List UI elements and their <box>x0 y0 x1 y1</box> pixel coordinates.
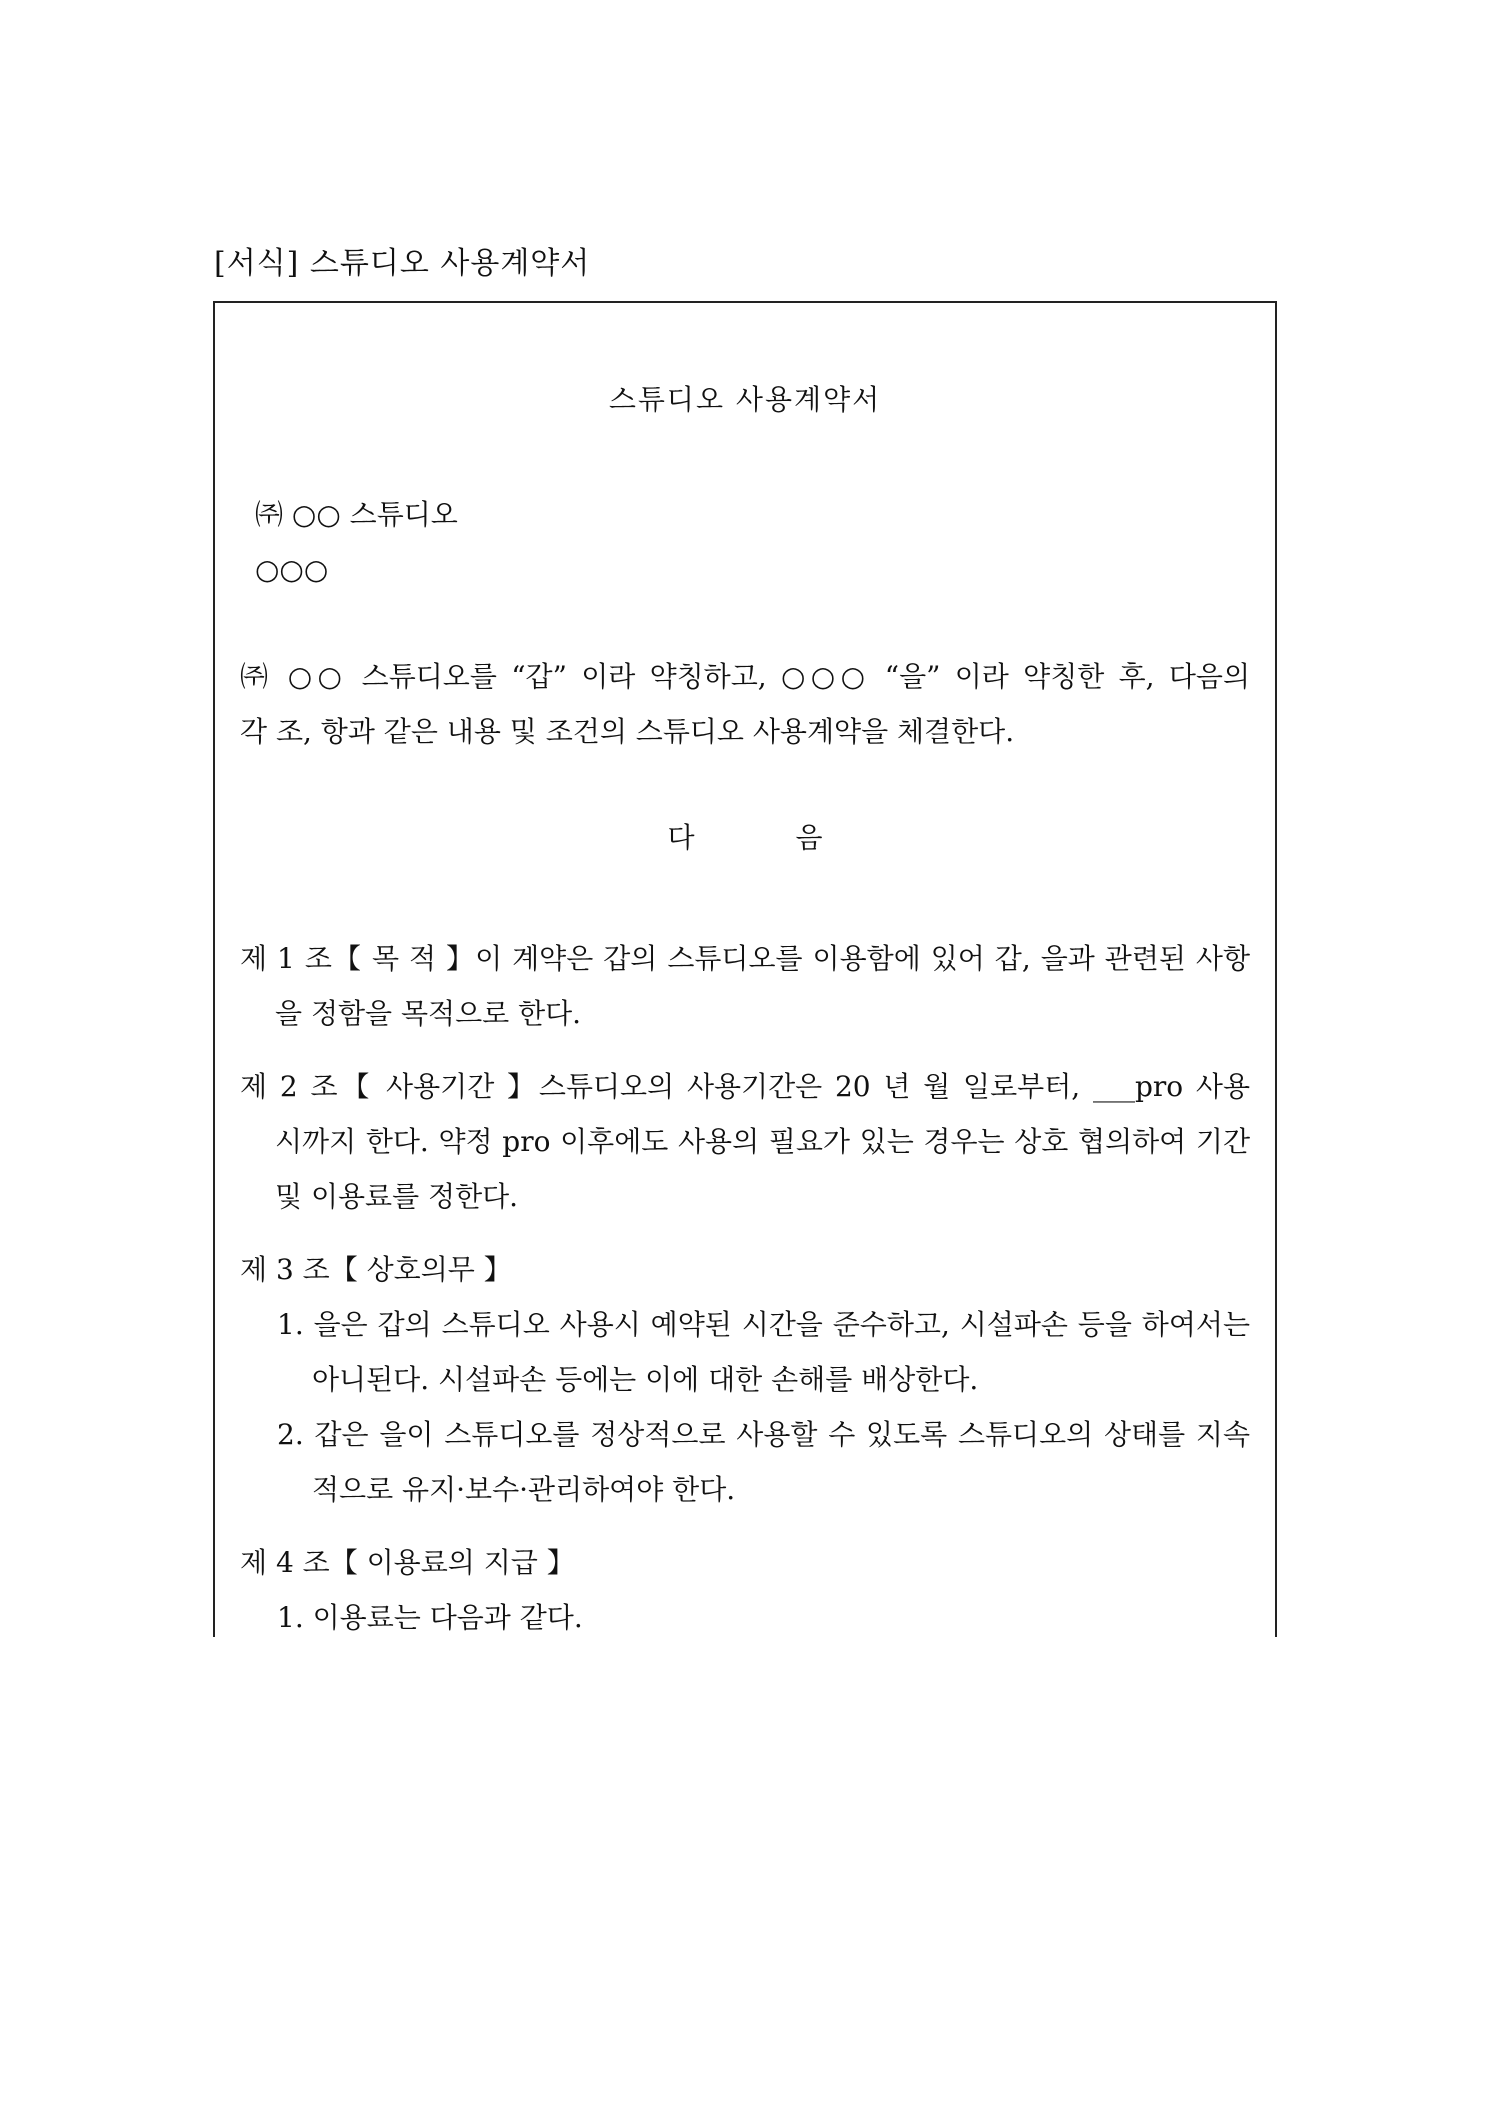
form-label: [서식] 스튜디오 사용계약서 <box>214 246 591 281</box>
section-heading: 다 음 <box>667 821 869 854</box>
party-b-name: ○○○ <box>255 553 329 586</box>
article-4-title: 제 4 조【 이용료의 지급 】 <box>240 1546 575 1579</box>
intro-line: 각 조, 항과 같은 내용 및 조건의 스튜디오 사용계약을 체결한다. <box>240 715 1015 748</box>
article-2-line: 및 이용료를 정한다. <box>275 1180 519 1213</box>
article-4-item-1-line: 1. 이용료는 다음과 같다. <box>277 1601 583 1634</box>
party-a-name: ㈜ ○○ 스튜디오 <box>255 498 458 531</box>
article-1-line: 을 정함을 목적으로 한다. <box>275 997 582 1030</box>
article-3-item-2-line: 2. 갑은 을이 스튜디오를 정상적으로 사용할 수 있도록 스튜디오의 상태를 지속 <box>277 1418 1250 1451</box>
article-2-line: 제 2 조【 사용기간 】스튜디오의 사용기간은 20 년 월 일로부터, ___pro 사용 <box>240 1070 1250 1103</box>
article-1-line: 제 1 조【 목 적 】이 계약은 갑의 스튜디오를 이용함에 있어 갑, 을과 관련된 사항 <box>240 942 1250 975</box>
article-3-item-2-line: 적으로 유지·보수·관리하여야 한다. <box>312 1473 736 1506</box>
article-2-line: 시까지 한다. 약정 pro 이후에도 사용의 필요가 있는 경우는 상호 협의하여 기간 <box>275 1125 1250 1158</box>
document-title: 스튜디오 사용계약서 <box>608 383 882 416</box>
contract-frame <box>213 301 1277 1637</box>
article-3-item-1-line: 1. 을은 갑의 스튜디오 사용시 예약된 시간을 준수하고, 시설파손 등을 하여서는 <box>277 1308 1250 1341</box>
intro-line: ㈜ ○○ 스튜디오를 “갑” 이라 약칭하고, ○○○ “을” 이라 약칭한 후, 다음의 <box>240 660 1250 693</box>
article-3-item-1-line: 아니된다. 시설파손 등에는 이에 대한 손해를 배상한다. <box>312 1363 979 1396</box>
article-3-title: 제 3 조【 상호의무 】 <box>240 1253 512 1286</box>
